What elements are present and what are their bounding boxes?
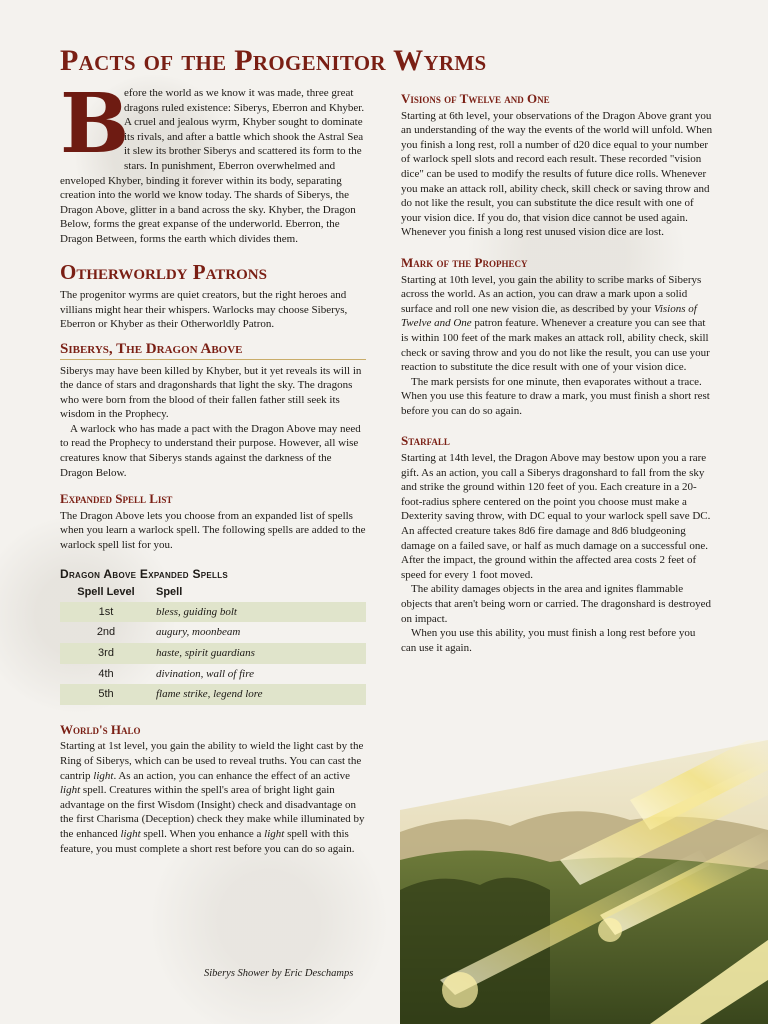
table-row — [60, 622, 366, 643]
visions-text: Starting at 6th level, your observations of the Dragon Above grant you an understanding of the way the events of the world will unfold. When you finish a long rest, roll a number of d20 dice equal to your number of warlock spell slots and record each result. These recorded "vision dice" can be used to modify the results of future dice rolls. Whenever you make an attack roll, ability check, skill check or saving throw and do not like the result, you can substitute the dice result with one of your vision dice. If you do, that vision dice cannot be used again. Whenever you finish a long rest unused vision dice are lost. — [401, 109, 713, 239]
siberys-shower-illustration — [400, 740, 768, 1024]
column-header-level: Spell Level — [77, 586, 135, 599]
column-header-spell: Spell — [156, 586, 183, 599]
siberys-paragraph-1: Siberys may have been killed by Khyber, but it yet reveals its will in the dance of stars and dragonshards that light the sky. The dragons who were born from the blood of their fallen father still seek its wisdom in the Prophecy. — [60, 364, 362, 421]
left-column — [60, 76, 366, 856]
spell-list: divination, wall of fire — [156, 667, 254, 680]
page-title: Pacts of the Progenitor Wyrms — [60, 44, 487, 77]
right-column — [401, 92, 713, 655]
illustration-caption: Siberys Shower by Eric Deschamps — [204, 968, 354, 979]
visions-heading: Visions of Twelve and One — [401, 91, 550, 106]
spell-level: 2nd — [96, 626, 116, 639]
starfall-heading: Starfall — [401, 433, 450, 449]
patrons-text: The progenitor wyrms are quiet creators, but the right heroes and villians might hear their whispers. Warlocks may choose Siberys, Eberron or Khyber as their Otherworldly Patron. — [60, 289, 348, 331]
starfall-paragraph-3: When you use this ability, you must finish a long rest before you can use it again. — [401, 627, 696, 654]
spell-level: 5th — [60, 684, 152, 705]
starfall-paragraph-1: Starting at 14th level, the Dragon Above may bestow upon you a rare gift. As an action, you call a Siberys dragonshard to fall from the sky and strike the ground within 120 feet of you. Each creature in a 20-foot-radius sphere centered on the point you choose must make a Dexterity saving throw, with DC equal to your warlock spell save DC. An affected creature takes 8d6 fire damage and 8d6 bludgeoning damage on a failed save, or half as much damage on a successful one. After the impact, the ground within the affected area costs 2 feet of speed for every 1 foot moved. — [401, 452, 711, 581]
mark-paragraph-1: Starting at 10th level, you gain the ability to scribe marks of Siberys across the world. As an action, you can draw a mark upon a solid surface and roll one new vision die, as described by your Visions of Twelve and One patron feature. Whenever a creature you can see that is within 100 feet of the mark makes an attack roll, ability check, skill check or saving throw and you do not like the result, you can use your reaction to substitute the dice result with one of your vision dice. — [401, 273, 710, 374]
worlds-halo-heading: World's Halo — [60, 721, 141, 737]
intro-text: efore the world as we know it was made, three great dragons ruled existence: Siberys, Eberron and Khyber. A cruel and jealous wyrm, Khyber sought to dominate its rivals, and after a battle which shook the Astral Sea it slew its brother Siberys and scattered its form to the stars. In punishment, Eberron overwhelmed and enveloped Khyber, binding it forever within its body, separating creation into the world we know today. The shards of Siberys, the Dragon Above, glitter in a band across the sky. Khyber, the Dragon Below, forms the great expanse of the underworld. Eberron, the Dragon Between, forms the earth which divides them. — [60, 87, 365, 245]
intro-section — [60, 76, 366, 247]
siberys-heading: Siberys, The Dragon Above — [60, 342, 366, 360]
spell-level: 3rd — [60, 643, 152, 664]
mark-paragraph-2: The mark persists for one minute, then evaporates without a trace. When you use this feature to draw a mark, you must finish a short rest before you can do so again. — [401, 375, 710, 417]
mark-heading: Mark of the Prophecy — [401, 254, 528, 270]
spell-table — [60, 583, 366, 705]
table-row — [60, 664, 366, 685]
spell-table-title: Dragon Above Expanded Spells — [60, 566, 229, 581]
siberys-paragraph-2: A warlock who has made a pact with the Dragon Above may need to read the Prophecy to understand their purpose. However, all wise creatures know that Siberys stands against the darkness of the Dragon Below. — [60, 422, 361, 479]
table-row — [60, 684, 366, 705]
expanded-spells-heading: Expanded Spell List — [60, 491, 173, 507]
table-row — [60, 602, 366, 623]
table-row — [60, 643, 366, 664]
spell-level: 1st — [60, 602, 152, 623]
spell-list: haste, spirit guardians — [152, 643, 366, 664]
spell-list: flame strike, legend lore — [152, 684, 366, 705]
spell-level: 4th — [98, 667, 114, 680]
spell-list: bless, guiding bolt — [152, 602, 366, 623]
starfall-paragraph-2: The ability damages objects in the area and ignites flammable objects that aren't being worn or carried. The dragonshard is destroyed on impact. — [401, 583, 711, 625]
expanded-spells-text: The Dragon Above lets you choose from an expanded list of spells when you learn a warlock spell. The following spells are added to the warlock spell list for you. — [60, 509, 366, 552]
spell-list: augury, moonbeam — [156, 626, 241, 639]
drop-cap: B — [60, 76, 130, 172]
patrons-heading: Otherworldy Patrons — [60, 259, 267, 284]
worlds-halo-text: Starting at 1st level, you gain the ability to wield the light cast by the Ring of Siberys, which can be used to reveal truths. You can cast the cantrip light. As an action, you can enhance the effect of an active light spell. Creatures within the spell's area of bright light gain advantage on the first Wisdom (Insight) check and disadvantage on the first Charisma (Deception) check they make while illuminated by the enhanced light spell. When you enhance a light spell with this feature, you must complete a short rest before you can do so again. — [60, 740, 365, 855]
